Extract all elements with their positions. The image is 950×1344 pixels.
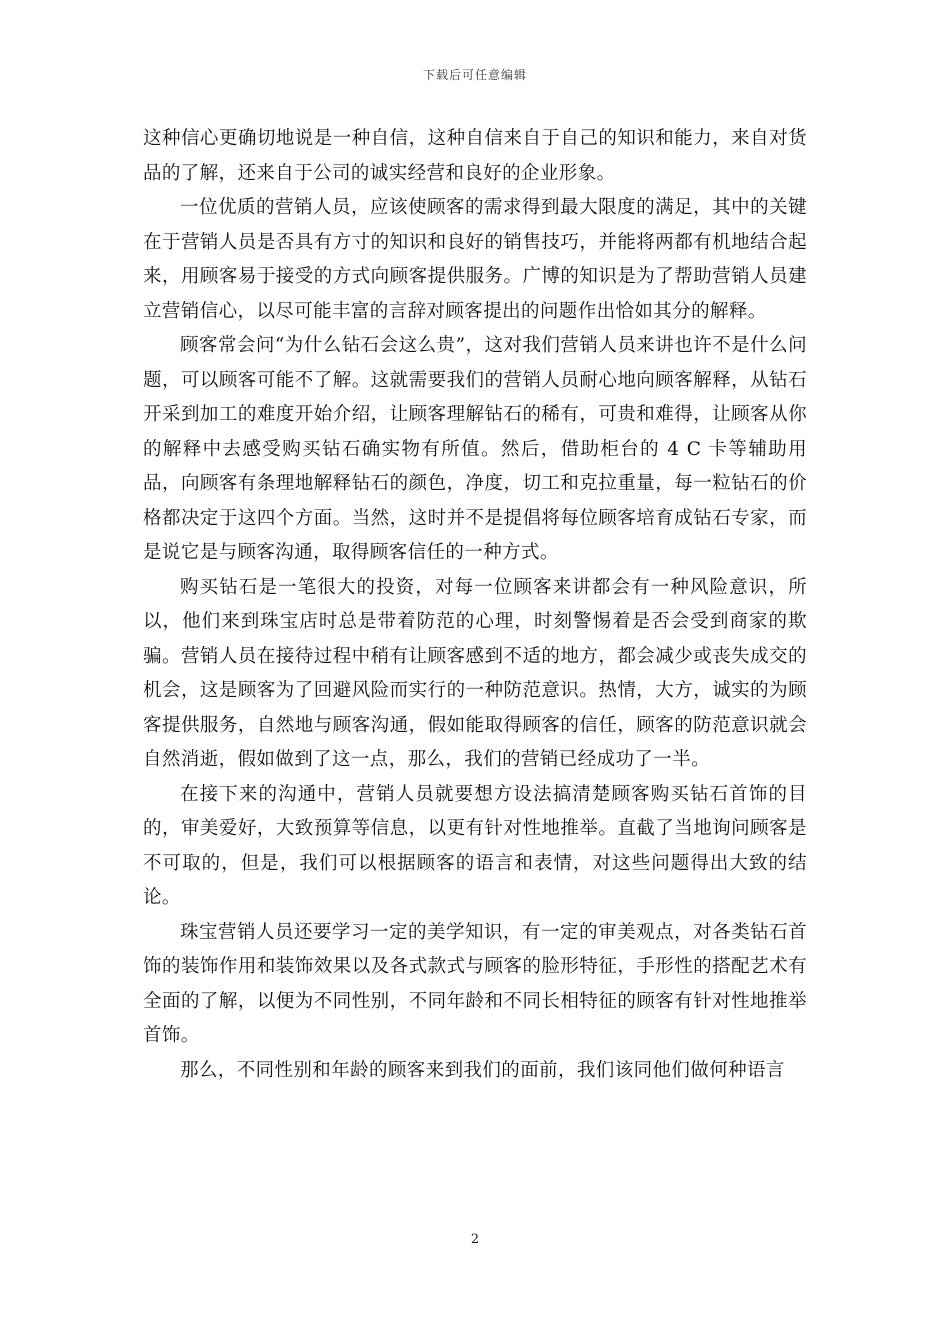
paragraph: 那么，不同性别和年龄的顾客来到我们的面前，我们该同他们做何种语言 (180, 1059, 785, 1081)
paragraph: 珠宝营销人员还要学习一定的美学知识，有一定的审美观点，对各类钻石首饰的装饰作用和装饰效果以及各式款式与顾客的脸形特征，手形性的搭配艺术有全面的了解，以便为不同性别，不同年龄和不同长相特征的顾客有针对性地推举首饰。 (143, 921, 807, 1046)
paragraph: 这种信心更确切地说是一种自信，这种自信来自于自己的知识和能力，来自对货品的了解，还来自于公司的诚实经营和良好的企业形象。 (143, 128, 807, 184)
page-number: 2 (470, 1232, 480, 1247)
document-body (143, 122, 807, 1088)
page-header: 下载后可任意编辑 (422, 68, 527, 82)
paragraph: 顾客常会问“为什么钻石会这么贵”，这对我们营销人员来讲也许不是什么问题，可以顾客可能不了解。这就需要我们的营销人员耐心地向顾客解释，从钻石开采到加工的难度开始介绍，让顾客理解钻石的稀有，可贵和难得，让顾客从你的解释中去感受购买钻石确实物有所值。然后，借助柜台的 4 C 卡等辅助用品，向顾客有条理地解释钻石的颜色，净度，切工和克拉重量，每一粒钻石的价格都决定于这四个方面。当然，这时并不是提倡将每位顾客培育成钻石专家，而是说它是与顾客沟通，取得顾客信任的一种方式。 (143, 335, 807, 563)
paragraph: 在接下来的沟通中，营销人员就要想方设法搞清楚顾客购买钻石首饰的目的，审美爱好，大致预算等信息，以更有针对性地推举。直截了当地询问顾客是不可取的，但是，我们可以根据顾客的语言和表情，对这些问题得出大致的结论。 (143, 783, 807, 908)
paragraph: 一位优质的营销人员，应该使顾客的需求得到最大限度的满足，其中的关键在于营销人员是否具有方寸的知识和良好的销售技巧，并能将两都有机地结合起来，用顾客易于接受的方式向顾客提供服务。广博的知识是为了帮助营销人员建立营销信心，以尽可能丰富的言辞对顾客提出的问题作出恰如其分的解释。 (143, 197, 807, 322)
paragraph: 购买钻石是一笔很大的投资，对每一位顾客来讲都会有一种风险意识，所以，他们来到珠宝店时总是带着防范的心理，时刻警惕着是否会受到商家的欺骗。营销人员在接待过程中稍有让顾客感到不适的地方，都会减少或丧失成交的机会，这是顾客为了回避风险而实行的一种防范意识。热情，大方，诚实的为顾客提供服务，自然地与顾客沟通，假如能取得顾客的信任，顾客的防范意识就会自然消逝，假如做到了这一点，那么，我们的营销已经成功了一半。 (143, 576, 807, 770)
